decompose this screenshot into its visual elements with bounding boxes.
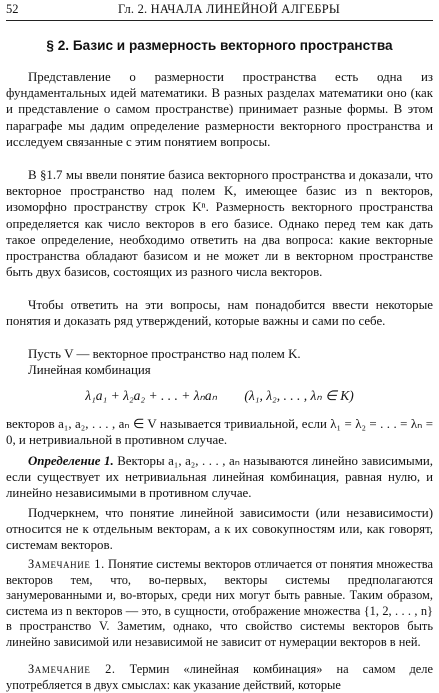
paragraph-questions: Чтобы ответить на эти вопросы, нам понадобится ввести некоторые понятия и доказать ряд утверждений, которые важны и сами по себе. bbox=[6, 298, 433, 329]
formula-condition: (λ₁, λ₂, . . . , λₙ ∈ K) bbox=[244, 388, 354, 403]
section-title: § 2. Базис и размерность векторного пространства bbox=[46, 38, 393, 53]
remark-1-label: Замечание 1. bbox=[28, 557, 105, 571]
definition-label: Определение 1. bbox=[28, 454, 114, 468]
linear-combination-formula bbox=[6, 388, 433, 404]
remark-2-label: Замечание 2. bbox=[28, 662, 116, 676]
chapter-title: Гл. 2. НАЧАЛА ЛИНЕЙНОЙ АЛГЕБРЫ bbox=[118, 2, 341, 16]
running-header bbox=[6, 2, 433, 21]
paragraph-space-v: Пусть V — векторное пространство над полем K. bbox=[28, 347, 301, 361]
page-number: 52 bbox=[6, 2, 19, 16]
remark-1 bbox=[6, 557, 433, 651]
formula-expression: λ₁a₁ + λ₂a₂ + . . . + λₙaₙ bbox=[85, 388, 218, 403]
remark-1-body: Понятие системы векторов отличается от понятия множества векторов тем, что, во-первых, векторы системы предполагаются занумерованными и, во-вторых, среди них могут быть равные. Таким образом, система из n векторов — это, в сущности, отображение множества {1, 2, . . . , n} в пространство V. Заметим, однако, что свойство системы векторов быть линейно зависимой или независимой не зависит от нумерации векторов в ней. bbox=[6, 557, 433, 649]
paragraph-emphasis: Подчеркнем, что понятие линейной зависимости (или независимости) относится не к отдельным векторам, а к их совокупностям или, как говорят, системам векторов. bbox=[6, 506, 433, 553]
paragraph-intro: Представление о размерности пространства есть одна из фундаментальных идей математики. В разных разделах математики оно (как и представление о самом пространстве) принимает разные формы. В этом параграфе мы дадим определение размерности векторного пространства и исследуем связанные с этим понятием вопросы. bbox=[6, 70, 433, 149]
paragraph-linear-combination: Линейная комбинация bbox=[28, 363, 151, 377]
paragraph-trivial: векторов a₁, a₂, . . . , aₙ ∈ V называется тривиальной, если λ₁ = λ₂ = . . . = λₙ = 0, и нетривиальной в противном случае. bbox=[6, 417, 433, 448]
remark-2 bbox=[6, 662, 433, 693]
remark-2-body: Термин «линейная комбинация» на самом деле употребляется в двух смыслах: как указание действий, которые bbox=[6, 662, 433, 692]
definition-1 bbox=[6, 453, 433, 502]
definition-body: Векторы a₁, a₂, . . . , aₙ называются линейно зависимыми, если существует их нетривиальная линейная комбинация, равная нулю, и линейно независимыми в противном случае. bbox=[6, 454, 433, 501]
paragraph-basis: В §1.7 мы ввели понятие базиса векторного пространства и доказали, что векторное пространство над полем K, имеющее базис из n векторов, изоморфно пространству строк Kⁿ. Размерность векторного пространства определяется как число векторов в его базисе. Однако перед тем как дать такое определение, необходимо ответить на два вопроса: какие векторные пространства обладают базисом и не может ли в векторном пространстве быть двух базисов, состоящих из разного числа векторов. bbox=[6, 168, 433, 280]
